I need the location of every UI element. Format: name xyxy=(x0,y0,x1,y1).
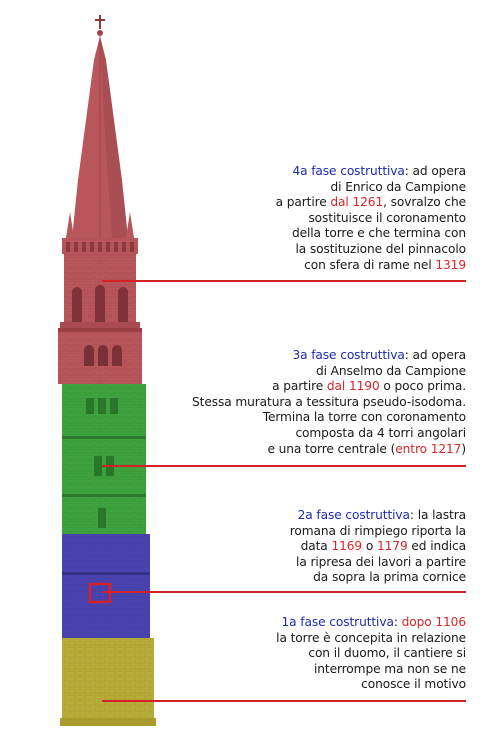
annotation-line xyxy=(276,646,466,662)
annotation-text: a partire xyxy=(275,195,331,210)
annotation-text: di Anselmo da Campione xyxy=(315,363,466,378)
annotation-text: interrompe ma non se ne xyxy=(313,661,466,676)
annotation-text: : ad opera xyxy=(404,164,466,178)
phase-2-annotation xyxy=(290,508,466,586)
date-highlight: dopo 1106 xyxy=(401,615,466,629)
phase-2-section xyxy=(62,534,150,638)
annotation-text: con sfera di rame nel xyxy=(304,257,436,272)
annotation-text: la torre è concepita in relazione xyxy=(276,630,466,645)
annotation-text: Stessa muratura a tessitura pseudo-isodoma. xyxy=(192,394,466,409)
annotation-text: romana di rimpiego riporta la xyxy=(289,523,466,538)
cross-icon xyxy=(95,15,105,36)
annotation-line xyxy=(276,615,466,631)
annotation-line xyxy=(192,410,466,426)
annotation-text: a partire xyxy=(272,379,327,394)
phase-1-pointer xyxy=(102,700,466,702)
annotation-text: o xyxy=(362,539,377,554)
annotation-line xyxy=(276,180,466,196)
annotation-line xyxy=(276,242,466,258)
phase-1-annotation xyxy=(276,615,466,693)
annotation-text: composta da 4 torri angolari xyxy=(295,425,466,440)
annotation-line xyxy=(192,364,466,380)
annotation-text: : la lastra xyxy=(409,508,466,522)
annotation-line xyxy=(192,379,466,395)
date-highlight: entro 1217 xyxy=(395,441,462,456)
annotation-text: ed indica xyxy=(407,539,466,554)
annotation-text: ) xyxy=(461,441,466,456)
annotation-text: da sopra la prima cornice xyxy=(313,570,466,585)
phase-3-section xyxy=(62,384,146,534)
phase-4-pointer xyxy=(102,280,466,282)
annotation-line xyxy=(276,677,466,693)
date-highlight: 1319 xyxy=(435,257,466,272)
phase-3-pointer xyxy=(102,465,466,467)
annotation-line xyxy=(290,570,466,586)
annotation-line xyxy=(290,508,466,524)
annotation-text: la sostituzione del pinnacolo xyxy=(295,241,466,256)
annotation-text: conosce il motivo xyxy=(361,677,466,692)
annotation-line xyxy=(290,524,466,540)
annotation-line xyxy=(192,426,466,442)
date-highlight: dal 1261 xyxy=(330,195,384,210)
phase-label: 2a fase costruttiva xyxy=(297,508,410,522)
annotation-line xyxy=(276,631,466,647)
annotation-line xyxy=(276,662,466,678)
annotation-text: data xyxy=(300,539,332,554)
annotation-text: della torre e che termina con xyxy=(291,226,466,241)
phase-4-section xyxy=(58,36,142,384)
annotation-line xyxy=(192,395,466,411)
phase-label: 3a fase costruttiva xyxy=(292,348,405,362)
annotation-text: o poco prima. xyxy=(379,379,466,394)
annotation-line xyxy=(276,195,466,211)
phase-label: 1a fase costruttiva xyxy=(281,615,394,629)
annotation-text: con il duomo, il cantiere si xyxy=(308,646,466,661)
annotation-text: : xyxy=(393,615,402,629)
annotation-line xyxy=(290,555,466,571)
date-highlight: dal 1190 xyxy=(326,379,380,394)
annotation-text: Termina la torre con coronamento xyxy=(262,410,466,425)
annotation-line xyxy=(192,442,466,458)
date-highlight: 1179 xyxy=(376,539,408,554)
annotation-text: la ripresa dei lavori a partire xyxy=(296,554,466,569)
annotation-text: : ad opera xyxy=(404,348,466,362)
annotation-text: sostituisce il coronamento xyxy=(308,210,466,225)
phase-3-annotation xyxy=(192,348,466,457)
annotation-text: , sovralzo che xyxy=(383,195,466,210)
phase-4-annotation xyxy=(276,164,466,273)
date-highlight: 1169 xyxy=(331,539,363,554)
annotation-line xyxy=(276,211,466,227)
annotation-text: e una torre centrale ( xyxy=(267,441,396,456)
annotation-line xyxy=(276,164,466,180)
annotation-line xyxy=(276,258,466,274)
phase-1-section xyxy=(60,638,156,726)
phase-2-pointer xyxy=(102,591,466,593)
annotation-line xyxy=(276,226,466,242)
annotation-line xyxy=(192,348,466,364)
phase-label: 4a fase costruttiva xyxy=(292,164,405,178)
annotation-text: di Enrico da Campione xyxy=(330,179,466,194)
annotation-line xyxy=(290,539,466,555)
